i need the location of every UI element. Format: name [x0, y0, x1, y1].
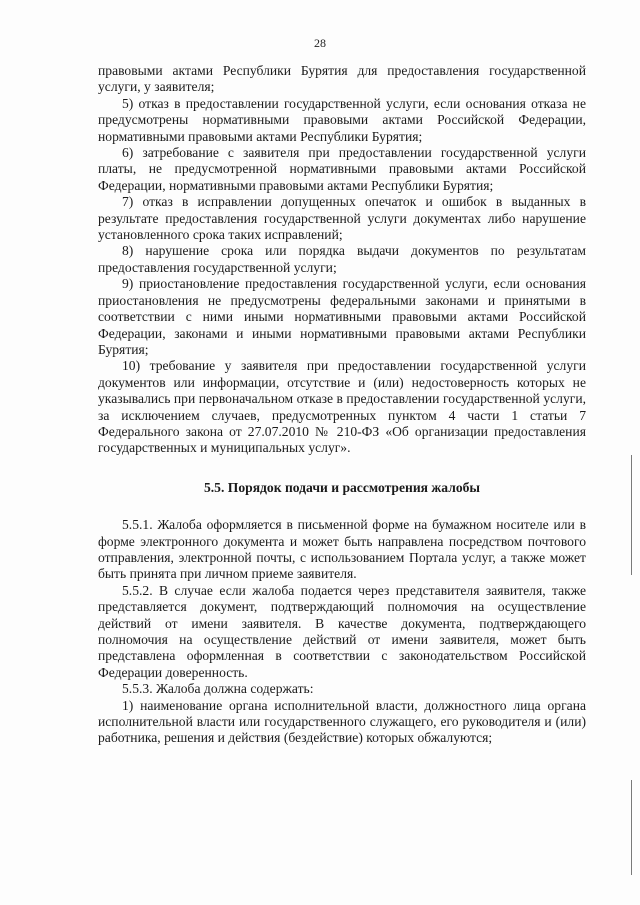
- scan-edge-mark: [631, 780, 632, 875]
- paragraph-5-5-1: 5.5.1. Жалоба оформляется в письменной форме на бумажном носителе или в форме электронного документа и может быть направлена посредством почтового отправления, электронной почты, с использованием Портала услуг, а также может быть принята при личном приеме заявителя.: [98, 517, 586, 582]
- list-item-8: 8) нарушение срока или порядка выдачи документов по результатам предоставления государственной услуги;: [98, 243, 586, 275]
- scan-edge-mark: [631, 455, 632, 575]
- list-item-1: 1) наименование органа исполнительной власти, должностного лица органа исполнительной власти или государственного служащего, его руководителя и (или) работника, решения и действия (бездействие) которых обжалуются;: [98, 697, 586, 746]
- document-body: [98, 63, 586, 747]
- list-item-10: 10) требование у заявителя при предоставлении государственной услуги документов или информации, отсутствие и (или) недостоверность которых не указывались при первоначальном отказе в предоставлении государственной услуги, за исключением случаев, предусмотренных пунктом 4 части 1 статьи 7 Федерального закона от 27.07.2010 № 210-ФЗ «Об организации предоставления государственных и муниципальных услуг».: [98, 358, 586, 456]
- paragraph-5-5-3: 5.5.3. Жалоба должна содержать:: [122, 681, 314, 697]
- section-heading: 5.5. Порядок подачи и рассмотрения жалобы: [203, 479, 481, 495]
- page-number: 28: [314, 36, 326, 50]
- list-item-6: 6) затребование с заявителя при предоставлении государственной услуги платы, не предусмотренной нормативными правовыми актами Российской Федерации, нормативными правовыми актами Республики Бурятия;: [98, 145, 586, 193]
- list-item-5: 5) отказ в предоставлении государственной услуги, если основания отказа не предусмотрены нормативными правовыми актами Российской Федерации, нормативными правовыми актами Республики Бурятия;: [98, 95, 586, 144]
- list-item-9: 9) приостановление предоставления государственной услуги, если основания приостановления не предусмотрены федеральными законами и принятыми в соответствии с ними иными нормативными правовыми актами Российской Федерации, законами и иными нормативными правовыми актами Республики Бурятия;: [98, 276, 586, 357]
- paragraph-5-5-2: 5.5.2. В случае если жалоба подается через представителя заявителя, также представляется документ, подтверждающий полномочия на осуществление действий от имени заявителя. В качестве документа, подтверждающего полномочия на осуществление действий от имени заявителя, может быть представлена оформленная в соответствии с законодательством Российской Федерации доверенность.: [98, 582, 586, 680]
- list-item-7: 7) отказ в исправлении допущенных опечаток и ошибок в выданных в результате предоставления государственной услуги документах либо нарушение установленного срока таких исправлений;: [98, 194, 586, 243]
- paragraph: правовыми актами Республики Бурятия для предоставления государственной услуги, у заявителя;: [98, 63, 586, 95]
